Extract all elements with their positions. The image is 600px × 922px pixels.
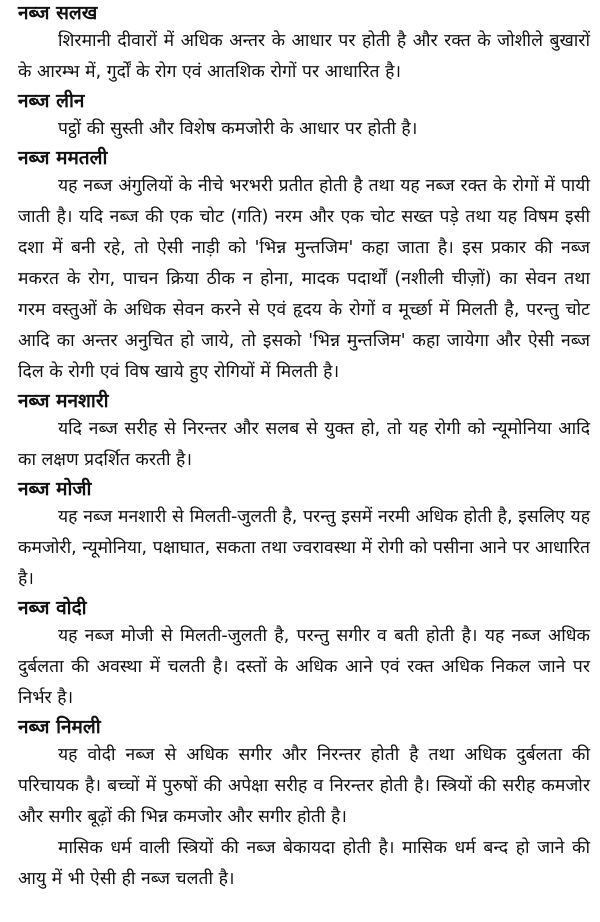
section-nabj-moji <box>0 476 600 595</box>
section-heading: नब्ज मोजी <box>18 478 92 500</box>
section-heading: नब्ज ममतली <box>18 147 108 169</box>
section-nabj-manshari <box>0 388 600 476</box>
section-heading: नब्ज सलख <box>18 2 98 24</box>
section-paragraph: यह नब्ज अंगुलियों के नीचे भरभरी प्रतीत होती है तथा यह नब्ज रक्त के रोगों में पायी जाती है। यदि नब्ज की एक चोट (गति) नरम और एक चोट सख्त पड़े तथा यह विषम इसी दशा में बनी रहे, तो ऐसी नाड़ी को 'भिन्न मुन्तजिम' कहा जाता है। इस प्रकार की नब्ज मकरत के रोग, पाचन क्रिया ठीक न होना, मादक पदार्थों (नशीली चीज़ों) का सेवन तथा गरम वस्तुओं के अधिक सेवन करने से एवं हृदय के रोगों व मूर्च्छा में मिलती है, परन्तु चोट आदि का अन्तर अनुचित हो जाये, तो इसको 'भिन्न मुन्तजिम' कहा जायेगा और ऐसी नब्ज दिल के रोगी एवं विष खाये हुए रोगियों में मिलती है। <box>18 176 590 382</box>
section-nabj-leen <box>0 88 600 145</box>
section-nabj-vodi <box>0 595 600 714</box>
section-paragraph: पट्ठों की सुस्ती और विशेष कमजोरी के आधार पर होती है। <box>58 119 418 139</box>
section-heading: नब्ज निमली <box>18 716 101 738</box>
section-paragraph: यह वोदी नब्ज से अधिक सगीर और निरन्तर होती है तथा अधिक दुर्बलता की परिचायक है। बच्चों में पुरुषों की अपेक्षा सरीह व निरन्तर होती है। स्त्रियों की सरीह कमजोर और सगीर बूढ़ों की भिन्न कमजोर और सगीर होती है। <box>18 745 590 827</box>
section-nabj-nimli <box>0 714 600 895</box>
section-nabj-salakh <box>0 0 600 88</box>
section-nabj-mamtali <box>0 145 600 388</box>
section-paragraph: यह नब्ज मनशारी से मिलती-जुलती है, परन्तु इसमें नरमी अधिक होती है, इसलिए यह कमजोरी, न्यूमोनिया, पक्षाघात, सकता तथा ज्वरावस्था में रोगी को पसीना आने पर आधारित है। <box>18 507 590 589</box>
section-paragraph: मासिक धर्म वाली स्त्रियों की नब्ज बेकायदा होती है। मासिक धर्म बन्द हो जाने की आयु में भी ऐसी ही नब्ज चलती है। <box>18 838 590 889</box>
section-heading: नब्ज वोदी <box>18 597 87 619</box>
section-paragraph: यदि नब्ज सरीह से निरन्तर और सलब से युक्त हो, तो यह रोगी को न्यूमोनिया आदि का लक्षण प्रदर्शित करती है। <box>18 419 590 470</box>
section-paragraph: शिरमानी दीवारों में अधिक अन्तर के आधार पर होती है और रक्त के जोशीले बुखारों के आरम्भ में, गुर्दों के रोग एवं आतशिक रोगों पर आधारित है। <box>18 31 590 82</box>
section-heading: नब्ज मनशारी <box>18 390 109 412</box>
section-paragraph: यह नब्ज मोजी से मिलती-जुलती है, परन्तु सगीर व बती होती है। यह नब्ज अधिक दुर्बलता की अवस्था में चलती है। दस्तों के अधिक आने एवं रक्त अधिक निकल जाने पर निर्भर है। <box>18 626 590 708</box>
section-heading: नब्ज लीन <box>18 90 85 112</box>
